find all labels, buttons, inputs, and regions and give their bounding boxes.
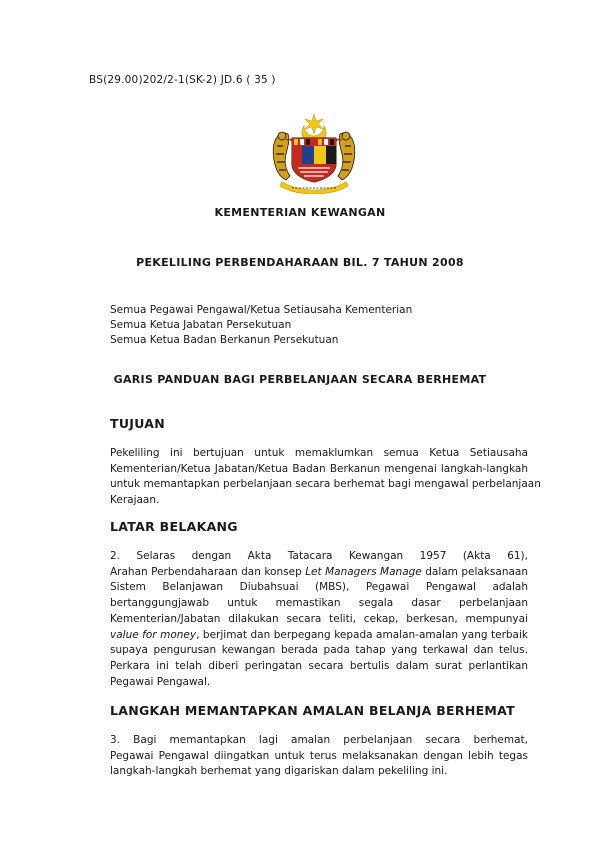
text-run: Arahan Perbendaharaan dan konsep (110, 565, 306, 578)
italic-text: value for money (110, 628, 197, 641)
paragraph-line: Pekeliling ini bertujuan untuk memaklumkan semua Ketua Setiausaha (110, 447, 528, 459)
paragraph-line: Sistem Belanjawan Diubahsuai (MBS), Pegawai Pengawal adalah (110, 581, 528, 594)
text-run: dalam pelaksanaan (421, 565, 529, 578)
paragraph-line: langkah-langkah berhemat yang digariskan dalam pekeliling ini. (110, 765, 448, 778)
paragraph-line: Pegawai Pengawal diingatkan untuk terus melaksanakan dengan lebih tegas (110, 749, 528, 762)
motto-scroll-icon (280, 182, 348, 194)
circular-title: PEKELILING PERBENDAHARAAN BIL. 7 TAHUN 2008 (136, 256, 464, 269)
recipient-line: Semua Ketua Badan Berkanun Persekutuan (110, 334, 339, 346)
paragraph-line (110, 565, 528, 581)
paragraph-line (110, 628, 528, 644)
paragraph-tujuan (110, 446, 541, 509)
italic-text: Let Managers Manage (305, 565, 422, 578)
right-tiger-icon (335, 132, 355, 180)
left-tiger-icon (273, 132, 293, 180)
paragraph-latar-belakang (110, 549, 528, 690)
ministry-title: KEMENTERIAN KEWANGAN (214, 206, 386, 219)
reference-number: BS(29.00)202/2-1(SK-2) JD.6 ( 35 ) (89, 74, 276, 86)
paragraph-line: supaya pengurusan kewangan berada pada tahap yang terkawal dan telus. (110, 644, 528, 657)
section-heading-tujuan: TUJUAN (110, 416, 166, 431)
paragraph-line: untuk memantapkan perbelanjaan secara berhemat bagi mengawal perbelanjaan (110, 478, 541, 491)
recipient-line: Semua Ketua Jabatan Persekutuan (110, 319, 292, 331)
section-heading-langkah: LANGKAH MEMANTAPKAN AMALAN BELANJA BERHEMAT (110, 703, 515, 718)
paragraph-line: 3. Bagi memantapkan lagi amalan perbelanjaan secara berhemat, (110, 734, 528, 746)
paragraph-line: Kerajaan. (110, 494, 160, 507)
paragraph-langkah (110, 733, 528, 780)
paragraph-line: bertanggungjawab untuk memastikan segala dasar perbelanjaan (110, 597, 528, 610)
malaysia-coat-of-arms-icon (268, 112, 360, 194)
recipients-list (110, 303, 412, 348)
paragraph-line: Kementerian/Jabatan dilakukan secara teliti, cekap, berkesan, mempunyai (110, 612, 528, 625)
text-run: , berjimat dan berpegang kepada amalan-amalan yang terbaik (196, 628, 528, 641)
subject-title: GARIS PANDUAN BAGI PERBELANJAAN SECARA BERHEMAT (113, 373, 487, 386)
paragraph-line: Perkara ini telah diberi peringatan secara bertulis dalam surat perlantikan (110, 659, 528, 672)
recipient-line: Semua Pegawai Pengawal/Ketua Setiausaha Kementerian (110, 304, 413, 316)
shield-icon (292, 138, 336, 182)
paragraph-line: Kementerian/Ketua Jabatan/Ketua Badan Berkanun mengenai langkah-langkah (110, 462, 528, 475)
star-icon (305, 114, 323, 134)
section-heading-latar-belakang: LATAR BELAKANG (110, 519, 238, 534)
paragraph-line: 2. Selaras dengan Akta Tatacara Kewangan 1957 (Akta 61), (110, 550, 528, 562)
paragraph-line: Pegawai Pengawal. (110, 675, 211, 688)
